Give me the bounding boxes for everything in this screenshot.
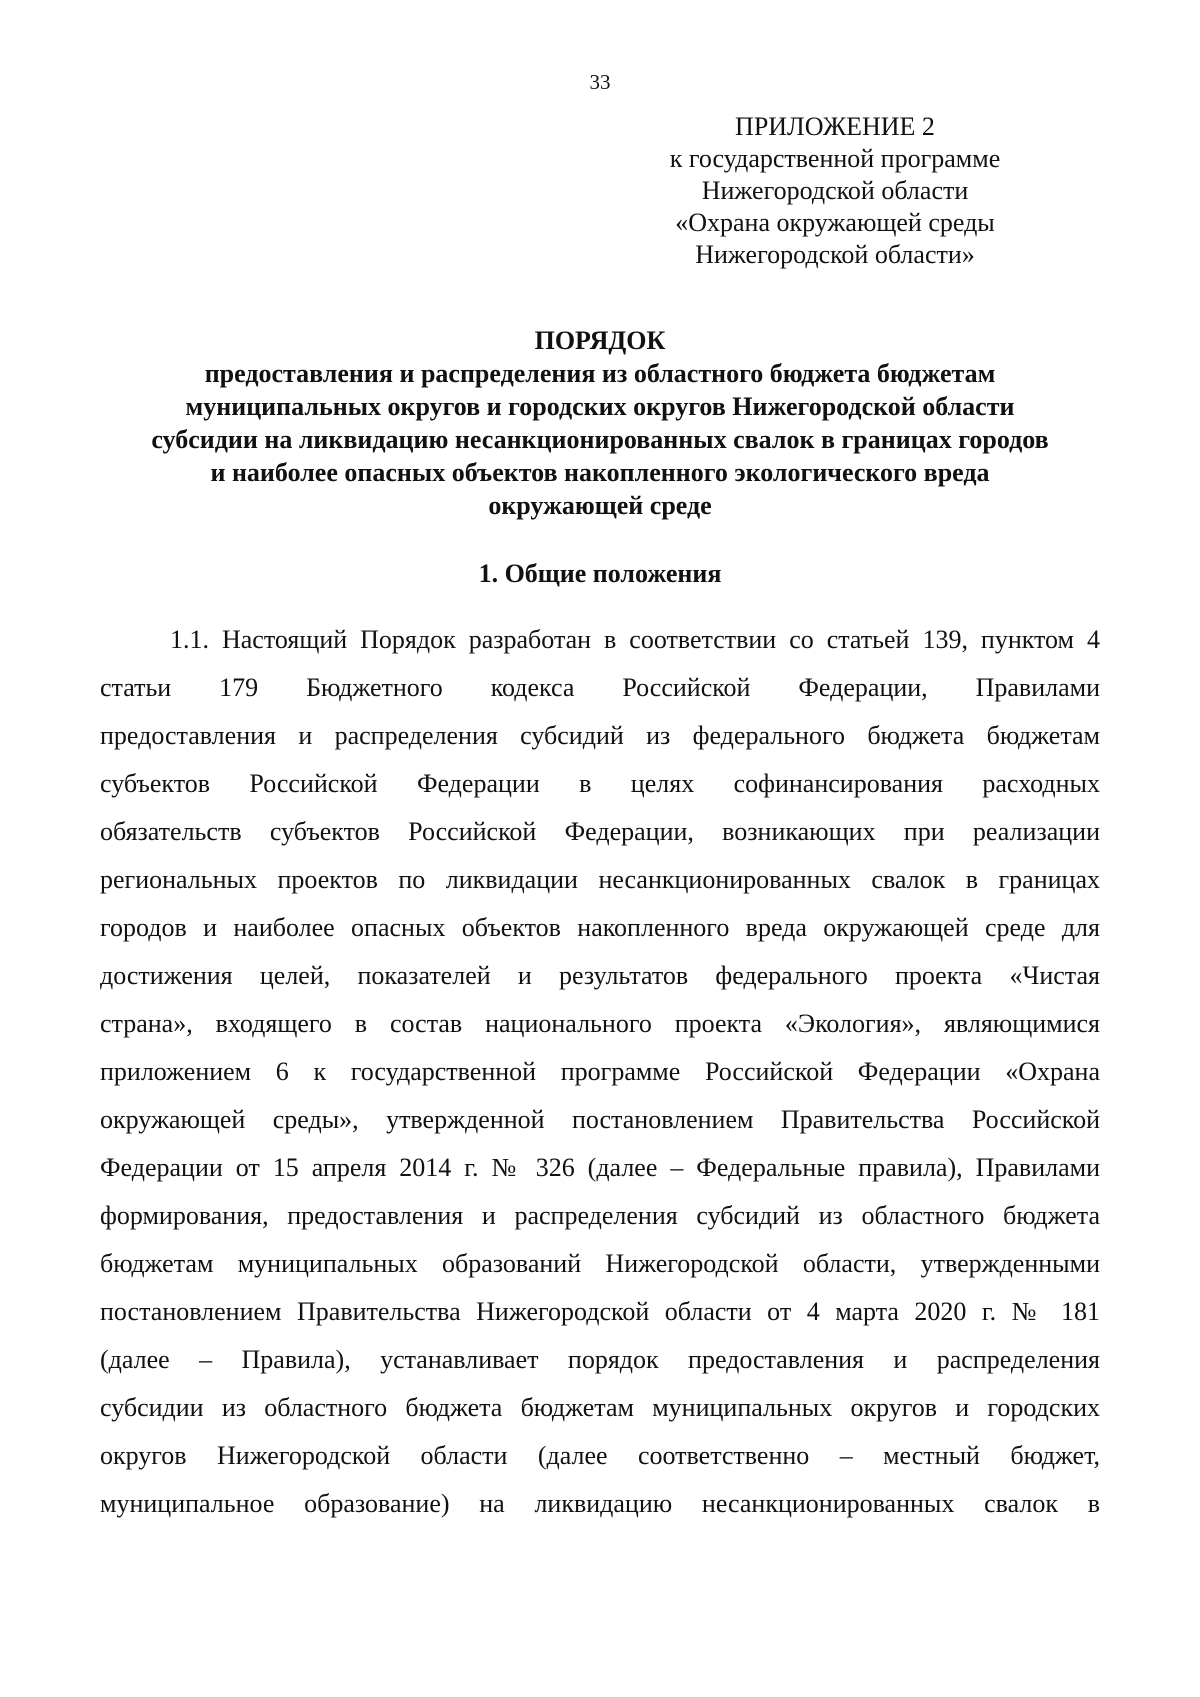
title-line: муниципальных округов и городских округов Нижегородской области: [185, 392, 1015, 421]
document-title: [100, 324, 1100, 522]
appendix-line: Нижегородской области»: [695, 240, 975, 269]
paragraph-line: региональных проектов по ликвидации несанкционированных свалок в границах: [100, 865, 1100, 894]
appendix-line: Нижегородской области: [701, 176, 969, 205]
appendix-line: ПРИЛОЖЕНИЕ 2: [735, 112, 935, 141]
title-line: окружающей среде: [488, 491, 712, 520]
paragraph-line: (далее – Правила), устанавливает порядок предоставления и распределения: [100, 1345, 1100, 1374]
appendix-line: к государственной программе: [669, 144, 1001, 173]
paragraph-line: 1.1. Настоящий Порядок разработан в соответствии со статьей 139, пунктом 4: [170, 625, 1100, 654]
paragraph-line: предоставления и распределения субсидий из федерального бюджета бюджетам: [100, 721, 1100, 750]
title-line: субсидии на ликвидацию несанкционированных свалок в границах городов: [151, 425, 1049, 454]
paragraph-line: статьи 179 Бюджетного кодекса Российской Федерации, Правилами: [100, 673, 1100, 702]
paragraph-line: Федерации от 15 апреля 2014 г. № 326 (далее – Федеральные правила), Правилами: [100, 1153, 1100, 1182]
appendix-line: «Охрана окружающей среды: [675, 208, 995, 237]
paragraph-line: окружающей среды», утвержденной постановлением Правительства Российской: [100, 1105, 1100, 1134]
paragraph-line: городов и наиболее опасных объектов накопленного вреда окружающей среде для: [100, 913, 1100, 942]
title-line: и наиболее опасных объектов накопленного экологического вреда: [210, 458, 990, 487]
body-paragraph: [100, 616, 1100, 1528]
paragraph-line: бюджетам муниципальных образований Нижегородской области, утвержденными: [100, 1249, 1100, 1278]
paragraph-line: обязательств субъектов Российской Федерации, возникающих при реализации: [100, 817, 1100, 846]
paragraph-line: приложением 6 к государственной программе Российской Федерации «Охрана: [100, 1057, 1100, 1086]
paragraph-line: формирования, предоставления и распределения субсидий из областного бюджета: [100, 1201, 1100, 1230]
paragraph-line: достижения целей, показателей и результатов федерального проекта «Чистая: [100, 961, 1100, 990]
paragraph-line: страна», входящего в состав национального проекта «Экология», являющимися: [100, 1009, 1100, 1038]
appendix-header: [620, 111, 1050, 271]
page-number: 33: [589, 70, 611, 94]
paragraph-line: субъектов Российской Федерации в целях софинансирования расходных: [100, 769, 1100, 798]
paragraph-line: округов Нижегородской области (далее соответственно – местный бюджет,: [100, 1441, 1100, 1470]
paragraph-line: постановлением Правительства Нижегородской области от 4 марта 2020 г. № 181: [100, 1297, 1100, 1326]
section-heading: 1. Общие положения: [478, 559, 722, 588]
paragraph-line: муниципальное образование) на ликвидацию несанкционированных свалок в: [100, 1489, 1100, 1518]
paragraph-line: субсидии из областного бюджета бюджетам муниципальных округов и городских: [100, 1393, 1100, 1422]
title-line: предоставления и распределения из областного бюджета бюджетам: [204, 359, 996, 388]
title-heading: ПОРЯДОК: [534, 326, 666, 355]
